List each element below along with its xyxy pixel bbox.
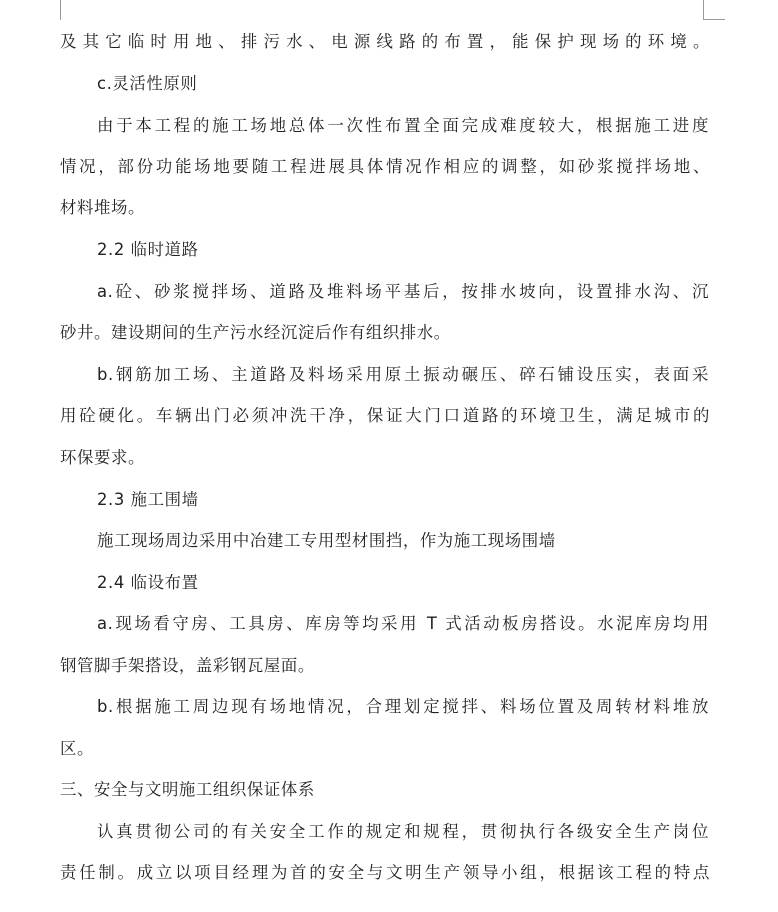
paragraph-line: 环保要求。: [60, 448, 145, 467]
paragraph-line: 及其它临时用地、排污水、电源线路的布置，能保护现场的环境。: [60, 32, 710, 51]
paragraph-line: 砂井。建设期间的生产污水经沉淀后作有组织排水。: [60, 323, 451, 342]
paragraph-line: 施工现场周边采用中冶建工专用型材围挡，作为施工现场围墙: [97, 531, 556, 550]
section-heading-temporary-facilities: 2.4 临设布置: [97, 573, 199, 592]
paragraph-line: 用砼硬化。车辆出门必须冲洗干净，保证大门口道路的环境卫生，满足城市的: [60, 406, 710, 425]
crop-mark-left: [60, 0, 61, 20]
paragraph-line: 情况，部份功能场地要随工程进展具体情况作相应的调整，如砂浆搅拌场地、: [60, 157, 710, 176]
paragraph-line: a.砼、砂浆搅拌场、道路及堆料场平基后，按排水坡向，设置排水沟、沉: [97, 282, 709, 301]
section-heading-construction-wall: 2.3 施工围墙: [97, 490, 199, 509]
paragraph-line: a.现场看守房、工具房、库房等均采用 T 式活动板房搭设。水泥库房均用: [97, 614, 709, 633]
paragraph-line: 钢管脚手架搭设，盖彩钢瓦屋面。: [60, 656, 315, 675]
paragraph-line: 材料堆场。: [60, 198, 145, 217]
paragraph-line: 由于本工程的施工场地总体一次性布置全面完成难度较大，根据施工进度: [97, 116, 709, 135]
crop-mark-right-horizontal: [703, 19, 725, 20]
section-heading-temporary-roads: 2.2 临时道路: [97, 240, 199, 259]
paragraph-line: 责任制。成立以项目经理为首的安全与文明生产领导小组，根据该工程的特点: [60, 863, 710, 882]
chapter-heading-safety-system: 三、安全与文明施工组织保证体系: [60, 780, 315, 799]
paragraph-line: b.钢筋加工场、主道路及料场采用原土振动碾压、碎石铺设压实，表面采: [97, 365, 709, 384]
paragraph-line: 区。: [60, 739, 94, 758]
paragraph-line: b.根据施工周边现有场地情况，合理划定搅拌、料场位置及周转材料堆放: [97, 697, 709, 716]
paragraph-line: 认真贯彻公司的有关安全工作的规定和规程，贯彻执行各级安全生产岗位: [97, 822, 709, 841]
subheading-flexibility: c.灵活性原则: [97, 74, 198, 93]
crop-mark-right: [703, 0, 704, 20]
